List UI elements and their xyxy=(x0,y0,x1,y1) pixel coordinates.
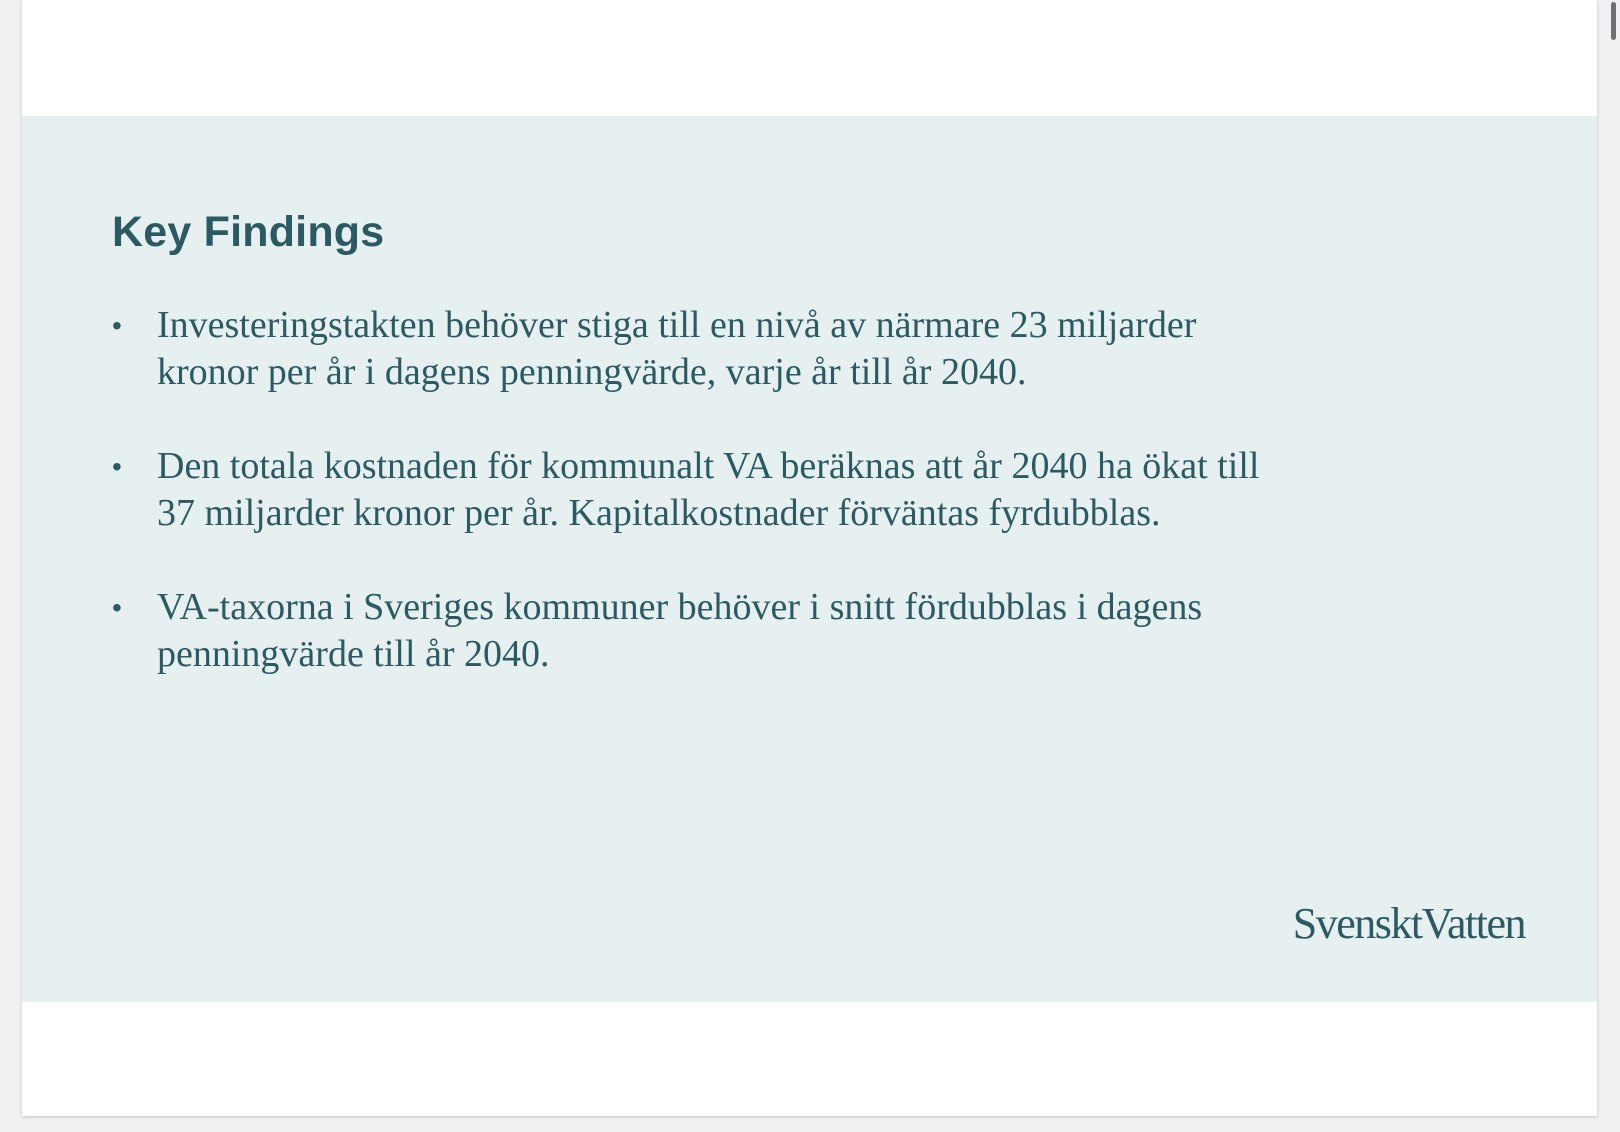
bullet-icon: • xyxy=(112,310,122,341)
scrollbar-thumb[interactable] xyxy=(1611,2,1616,40)
slide-panel xyxy=(22,116,1597,1002)
finding-text: Investeringstakten behöver stiga till en nivå av närmare 23 miljarder kronor per år i dagens penningvärde, varje år till år 2040. xyxy=(157,304,1197,393)
bullet-icon: • xyxy=(112,451,122,482)
key-findings-list xyxy=(112,302,1262,725)
brand-logo: SvensktVatten xyxy=(1292,899,1525,948)
finding-text: Den totala kostnaden för kommunalt VA beräknas att år 2040 ha ökat till 37 miljarder kronor per år. Kapitalkostnader förväntas fyrdubblas. xyxy=(157,445,1260,534)
slide-title: Key Findings xyxy=(112,208,385,256)
bullet-icon: • xyxy=(112,592,122,623)
document-page xyxy=(22,0,1597,1116)
finding-item xyxy=(112,584,1262,678)
finding-item xyxy=(112,302,1262,396)
finding-text: VA-taxorna i Sveriges kommuner behöver i snitt fördubblas i dagens penningvärde till år 2040. xyxy=(157,586,1203,675)
finding-item xyxy=(112,443,1262,537)
